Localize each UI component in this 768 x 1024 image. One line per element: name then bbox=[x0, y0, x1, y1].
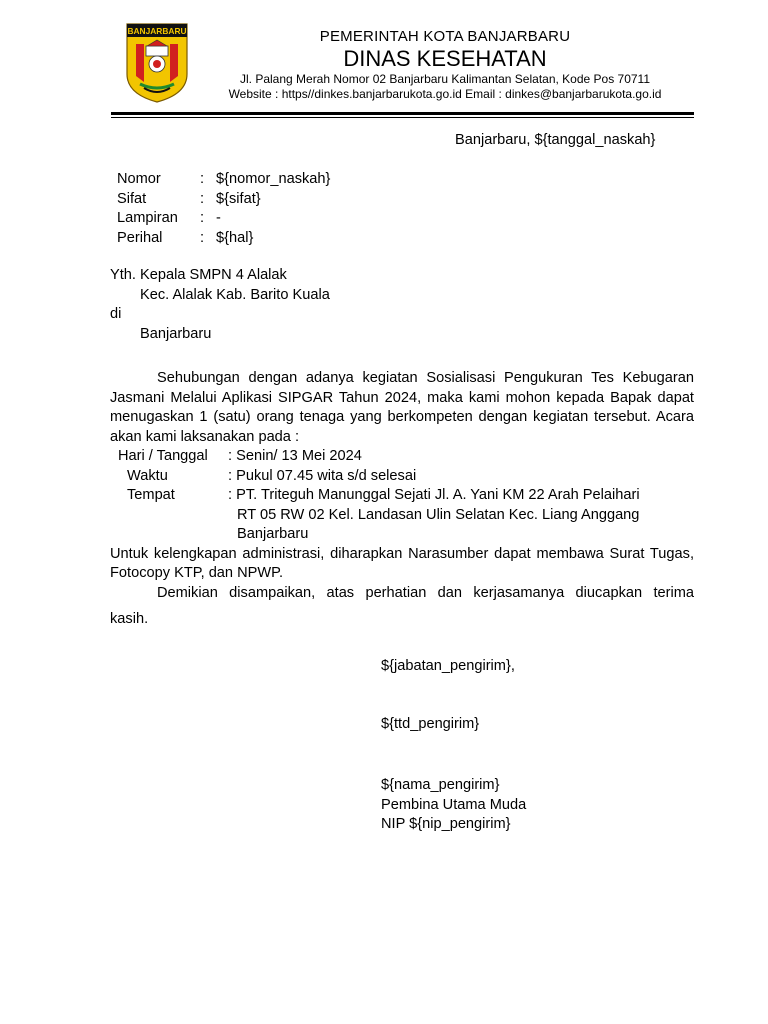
body-paragraph-intro: Sehubungan dengan adanya kegiatan Sosialisasi Pengukuran Tes Kebugaran Jasmani Melalui Aplikasi SIPGAR Tahun 2024, maka kami mohon kepada Bapak dapat menugaskan 1 (satu) orang tenaga yang berkompeten dengan kegiatan tersebut. Acara akan kami laksanakan pada : bbox=[110, 370, 694, 445]
meta-label: Perihal bbox=[117, 229, 163, 246]
event-venue-city: Banjarbaru bbox=[237, 526, 309, 542]
addressee bbox=[110, 266, 330, 344]
meta-colon: : bbox=[200, 229, 205, 246]
banjarbaru-emblem-logo bbox=[124, 22, 190, 104]
event-value: : PT. Triteguh Manunggal Sejati Jl. A. Yani KM 22 Arah Pelaihari bbox=[228, 487, 640, 503]
event-value: : Senin/ 13 Mei 2024 bbox=[228, 448, 362, 464]
letter-body bbox=[110, 369, 694, 630]
addressee-di: di bbox=[110, 306, 122, 322]
body-closing: Demikian disampaikan, atas perhatian dan kerjasamanya diucapkan terima bbox=[157, 584, 694, 601]
signer-rank: Pembina Utama Muda bbox=[381, 796, 527, 813]
svg-text:BANJARBARU: BANJARBARU bbox=[127, 26, 187, 36]
signer-name: ${nama_pengirim} bbox=[381, 777, 500, 793]
signer-signature-placeholder: ${ttd_pengirim} bbox=[381, 715, 480, 732]
signature-block bbox=[381, 657, 526, 835]
meta-label: Sifat bbox=[117, 190, 147, 207]
government-name: PEMERINTAH KOTA BANJARBARU bbox=[319, 28, 571, 45]
event-row-venue bbox=[110, 486, 694, 506]
meta-value: ${nomor_naskah} bbox=[216, 171, 331, 187]
meta-label: Lampiran bbox=[117, 210, 178, 226]
meta-value: ${sifat} bbox=[216, 190, 261, 207]
event-row-time bbox=[110, 467, 694, 487]
meta-value: - bbox=[216, 210, 221, 226]
event-label: Waktu bbox=[127, 467, 168, 484]
meta-colon: : bbox=[200, 210, 205, 226]
meta-value: ${hal} bbox=[216, 229, 254, 246]
body-paragraph-admin: Untuk kelengkapan administrasi, diharapkan Narasumber dapat membawa Surat Tugas, Fotocopy KTP, dan NPWP. bbox=[110, 545, 694, 581]
meta-colon: : bbox=[200, 190, 205, 207]
event-details bbox=[110, 447, 694, 545]
meta-colon: : bbox=[200, 171, 205, 187]
body-closing-tail: kasih. bbox=[110, 611, 149, 627]
addressee-city: Banjarbaru bbox=[140, 325, 212, 342]
meta-label: Nomor bbox=[117, 171, 161, 187]
event-row-date bbox=[110, 447, 694, 467]
office-contact: Website : https//dinkes.banjarbarukota.go.id Email : dinkes@banjarbarukota.go.id bbox=[228, 87, 662, 101]
signer-position: ${jabatan_pengirim}, bbox=[381, 658, 515, 674]
signer-nip: NIP ${nip_pengirim} bbox=[381, 816, 511, 832]
office-address: Jl. Palang Merah Nomor 02 Banjarbaru Kalimantan Selatan, Kode Pos 70711 bbox=[239, 72, 651, 86]
letterhead bbox=[200, 28, 690, 102]
letterhead-divider-thin bbox=[111, 117, 694, 118]
event-label: Tempat bbox=[127, 487, 175, 503]
department-name: DINAS KESEHATAN bbox=[343, 46, 547, 71]
event-venue-continued: RT 05 RW 02 Kel. Landasan Ulin Selatan Kec. Liang Anggang bbox=[237, 506, 640, 523]
event-value: : Pukul 07.45 wita s/d selesai bbox=[228, 467, 417, 484]
event-label: Hari / Tanggal bbox=[118, 448, 208, 464]
addressee-district: Kec. Alalak Kab. Barito Kuala bbox=[140, 286, 330, 303]
place-date: Banjarbaru, ${tanggal_naskah} bbox=[455, 132, 656, 148]
letterhead-divider-thick bbox=[111, 112, 694, 115]
addressee-recipient: Yth. Kepala SMPN 4 Alalak bbox=[110, 267, 287, 283]
